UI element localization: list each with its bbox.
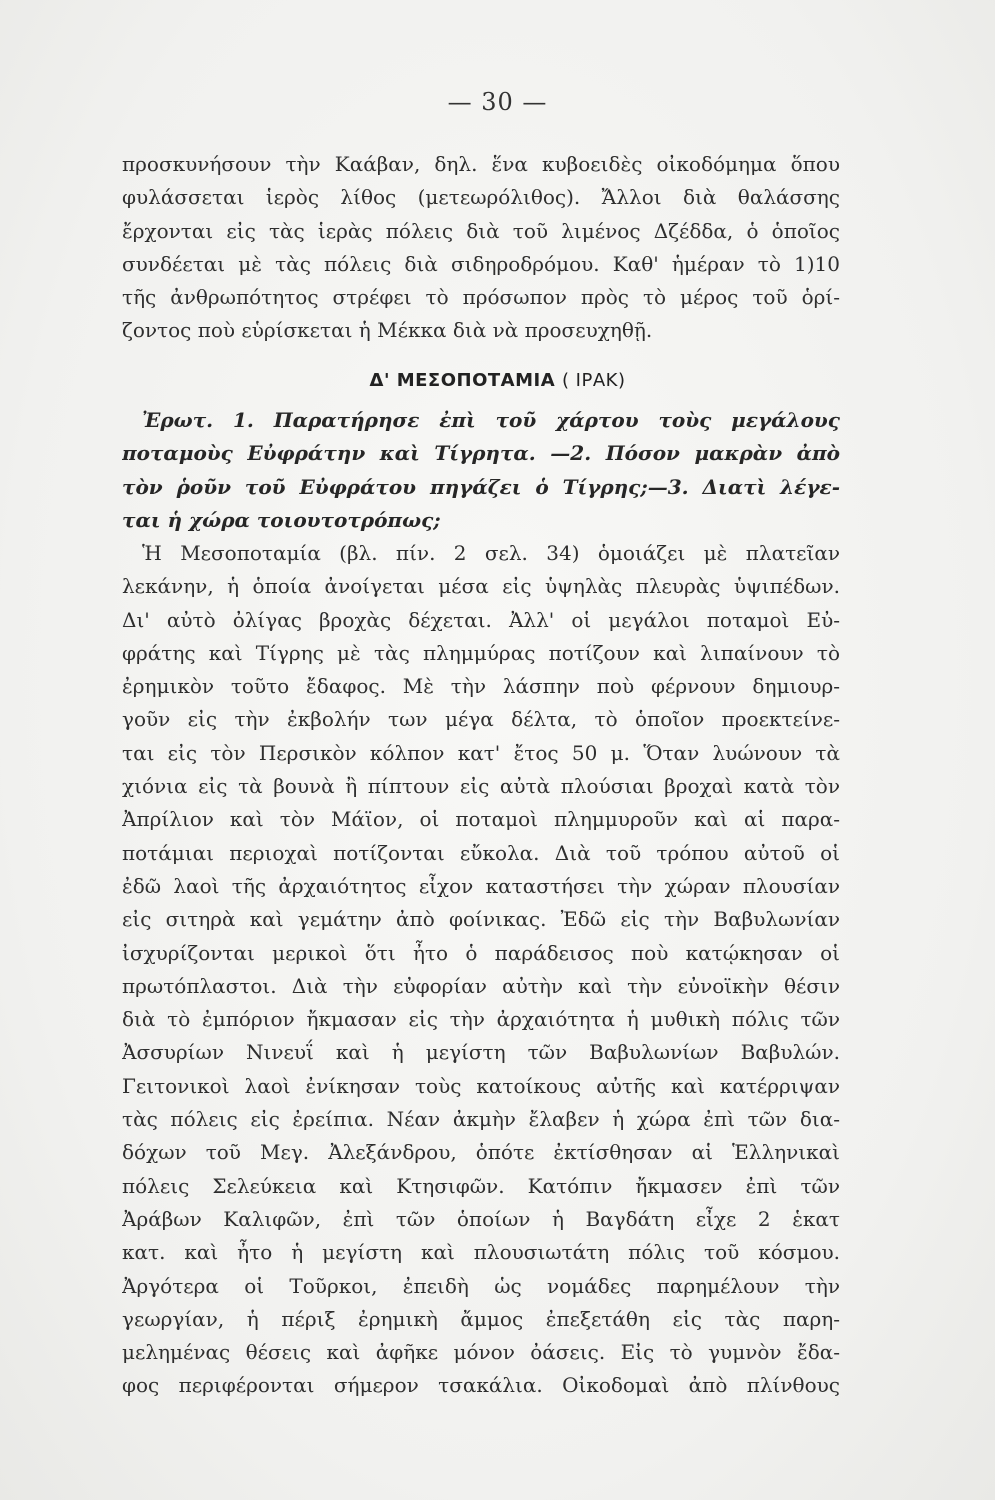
text-line: ποτάμιαι περιοχαὶ ποτίζονται εὔκολα. Διὰ τοῦ τρόπου αὐτοῦ οἱ	[122, 840, 840, 865]
text-line: δόχων τοῦ Μεγ. Ἀλεξάνδρου, ὁπότε ἐκτίσθησαν αἱ Ἑλληνικαὶ	[122, 1140, 840, 1165]
text-line: γεωργίαν, ἡ πέριξ ἐρημικὴ ἄμμος ἐπεξετάθη εἰς τὰς παρη-	[122, 1306, 840, 1331]
text-line: ἰσχυρίζονται μερικοὶ ὅτι ἦτο ὁ παράδεισος ποὺ κατῴκησαν οἱ	[122, 940, 840, 965]
text-line: ἐδῶ λαοὶ τῆς ἀρχαιότητος εἶχον καταστήσει τὴν χώραν πλουσίαν	[122, 873, 840, 898]
page-number: — 30 —	[447, 88, 548, 116]
text-line	[122, 1403, 840, 1436]
text-line: Ἀράβων Καλιφῶν, ἐπὶ τῶν ὁποίων ἡ Βαγδάτη εἶχε 2 ἑκατ	[122, 1206, 840, 1231]
text-line: Ἀργότερα οἱ Τοῦρκοι, ἐπειδὴ ὡς νομάδες παρημέλουν τὴν	[122, 1273, 840, 1298]
text-line: γοῦν εἰς τὴν ἐκβολήν των μέγα δέλτα, τὸ ὁποῖον προεκτείνε-	[122, 707, 840, 732]
text-line: Ἀπρίλιον καὶ τὸν Μάϊον, οἱ ποταμοὶ πλημμυροῦν καὶ αἱ παρα-	[122, 807, 840, 832]
question-line: ται ἡ χώρα τοιουτοτρόπως;	[122, 507, 441, 532]
questions-block	[122, 404, 840, 537]
text-line: φυλάσσεται ἱερὸς λίθος (μετεωρόλιθος). Ἄλλοι διὰ θαλάσσης	[122, 185, 840, 210]
text-line: Δι' αὐτὸ ὀλίγας βροχὰς δέχεται. Ἀλλ' οἱ μεγάλοι ποταμοὶ Εὐ-	[122, 607, 840, 632]
text-line: μελημένας θέσεις καὶ ἀφῆκε μόνον ὀάσεις. Εἰς τὸ γυμνὸν ἔδα-	[122, 1340, 840, 1365]
section-heading-subtitle: ( ΙΡΑΚ)	[561, 370, 626, 391]
text-line: συνδέεται μὲ τὰς πόλεις διὰ σιδηροδρόμου. Καθ' ἡμέραν τὸ 1)10	[122, 251, 840, 276]
text-line: χιόνια εἰς τὰ βουνὰ ἢ πίπτουν εἰς αὐτὰ πλούσιαι βροχαὶ κατὰ τὸν	[122, 774, 840, 799]
text-line: φράτης καὶ Τίγρης μὲ τὰς πλημμύρας ποτίζουν καὶ λιπαίνουν τὸ	[122, 640, 840, 665]
text-line: τὰς πόλεις εἰς ἐρείπια. Νέαν ἀκμὴν ἔλαβεν ἡ χώρα ἐπὶ τῶν δια-	[122, 1107, 840, 1132]
text-line: ἐρημικὸν τοῦτο ἔδαφος. Μὲ τὴν λάσπην ποὺ φέρνουν δημιουρ-	[122, 674, 840, 699]
section-heading-title: Δ' ΜΕΣΟΠΟΤΑΜΙΑ	[369, 370, 556, 391]
question-line: τὸν ῥοῦν τοῦ Εὐφράτου πηγάζει ὁ Τίγρης;—3. Διατὶ λέγε-	[122, 474, 840, 499]
text-line: λεκάνην, ἡ ὁποία ἀνοίγεται μέσα εἰς ὑψηλὰς πλευρὰς ὑψιπέδων.	[122, 574, 840, 599]
text-line: ται εἰς τὸν Περσικὸν κόλπον κατ' ἔτος 50 μ. Ὅταν λυώνουν τὰ	[122, 740, 840, 765]
text-line: κατ. καὶ ἦτο ἡ μεγίστη καὶ πλουσιωτάτη πόλις τοῦ κόσμου.	[122, 1240, 840, 1265]
text-line: πόλεις Σελεύκεια καὶ Κτησιφῶν. Κατόπιν ἤκμασεν ἐπὶ τῶν	[122, 1173, 840, 1198]
text-line: φος περιφέρονται σήμερον τσακάλια. Οἰκοδομαὶ ἀπὸ πλίνθους	[122, 1373, 840, 1398]
text-line: ἔρχονται εἰς τὰς ἱερὰς πόλεις διὰ τοῦ λιμένος Δζέδδα, ὁ ὁποῖος	[122, 218, 840, 243]
section-heading	[0, 370, 995, 391]
text-line: πρωτόπλαστοι. Διὰ τὴν εὐφορίαν αὐτὴν καὶ τὴν εὐνοϊκὴν θέσιν	[122, 973, 840, 998]
text-line: ζοντος ποὺ εὑρίσκεται ἡ Μέκκα διὰ νὰ προσευχηθῇ.	[122, 318, 653, 343]
text-line: εἰς σιτηρὰ καὶ γεμάτην ἀπὸ φοίνικας. Ἐδῶ εἰς τὴν Βαβυλωνίαν	[122, 907, 840, 932]
text-line: προσκυνήσουν τὴν Καάβαν, δηλ. ἕνα κυβοειδὲς οἰκοδόμημα ὅπου	[122, 152, 840, 176]
body-paragraph	[122, 537, 840, 1436]
text-line: διὰ τὸ ἐμπόριον ἤκμασαν εἰς τὴν ἀρχαιότητα ἡ μυθικὴ πόλις τῶν	[122, 1007, 840, 1032]
text-line: Γειτονικοὶ λαοὶ ἐνίκησαν τοὺς κατοίκους αὐτῆς καὶ κατέρριψαν	[122, 1073, 840, 1098]
text-line: τῆς ἀνθρωπότητος στρέφει τὸ πρόσωπον πρὸς τὸ μέρος τοῦ ὁρί-	[122, 285, 840, 310]
intro-paragraph	[122, 148, 840, 348]
text-line: Ἀσσυρίων Νινευΐ καὶ ἡ μεγίστη τῶν Βαβυλωνίων Βαβυλών.	[122, 1040, 840, 1065]
question-line: ποταμοὺς Εὐφράτην καὶ Τίγρητα. —2. Πόσον μακρὰν ἀπὸ	[122, 441, 840, 466]
text-line: Ἡ Μεσοποταμία (βλ. πίν. 2 σελ. 34) ὁμοιάζει μὲ πλατεῖαν	[142, 541, 840, 565]
question-line: Ἐρωτ. 1. Παρατήρησε ἐπὶ τοῦ χάρτου τοὺς μεγάλους	[142, 408, 840, 432]
